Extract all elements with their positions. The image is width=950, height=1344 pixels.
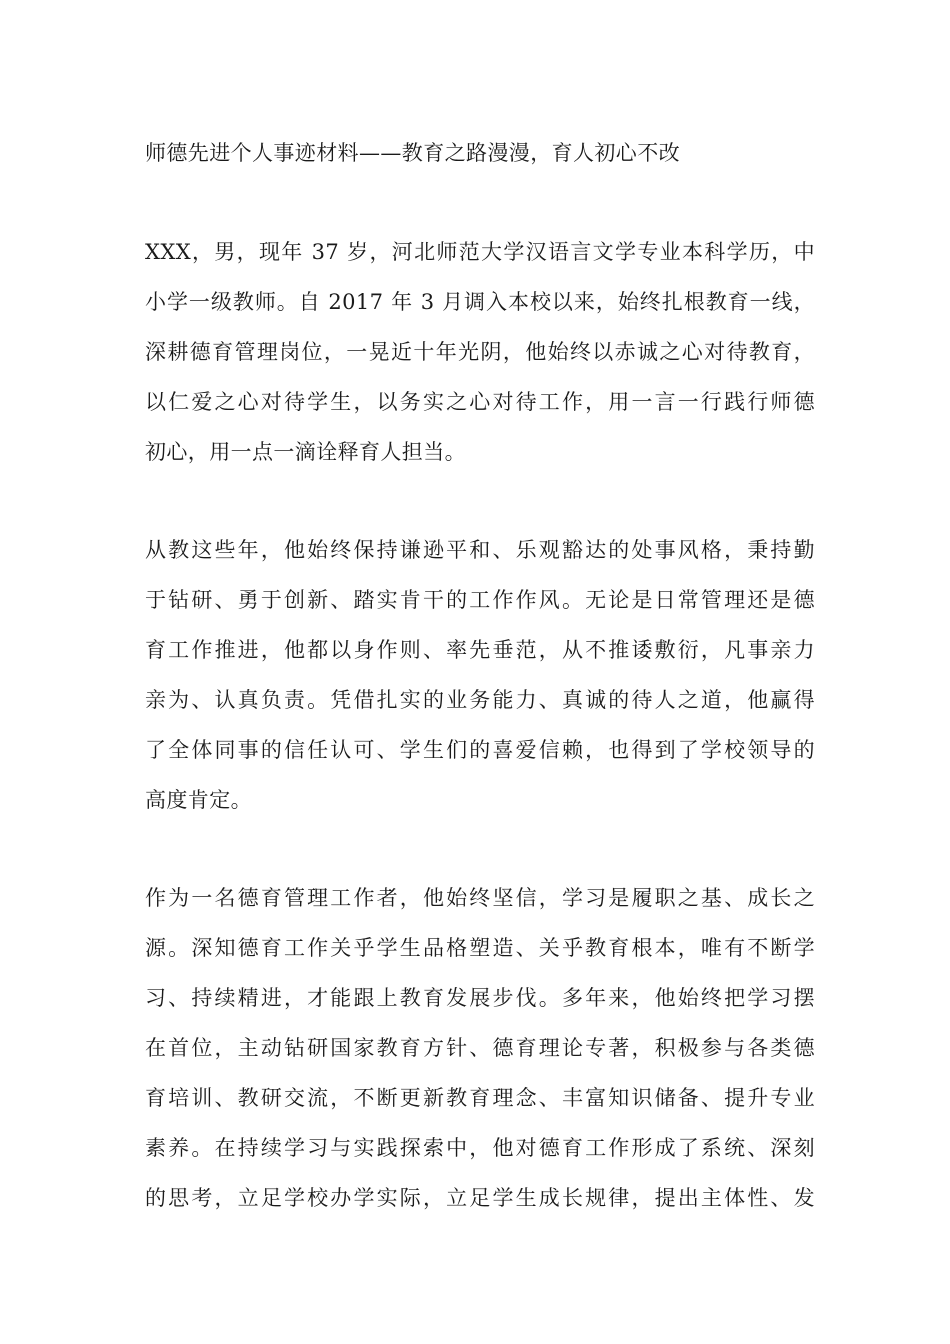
paragraph-line: 在首位，主动钻研国家教育方针、德育理论专著，积极参与各类德	[145, 1036, 815, 1060]
paragraph-line: 以仁爱之心对待学生，以务实之心对待工作，用一言一行践行师德	[145, 390, 815, 414]
paragraph-line: 的思考，立足学校办学实际，立足学生成长规律，提出主体性、发	[145, 1186, 815, 1210]
paragraph-line: 作为一名德育管理工作者，他始终坚信，学习是履职之基、成长之	[145, 886, 815, 910]
paragraph-line: 深耕德育管理岗位，一晃近十年光阴，他始终以赤诚之心对待教育，	[145, 340, 815, 364]
paragraph-2	[145, 525, 815, 825]
paragraph-line: 亲为、认真负责。凭借扎实的业务能力、真诚的待人之道，他赢得	[145, 688, 815, 712]
paragraph-1	[145, 227, 815, 477]
paragraph-line: 小学一级教师。自 2017 年 3 月调入本校以来，始终扎根教育一线，	[145, 290, 815, 314]
paragraph-line: 素养。在持续学习与实践探索中，他对德育工作形成了系统、深刻	[145, 1136, 815, 1160]
paragraph-line: 育培训、教研交流，不断更新教育理念、丰富知识储备、提升专业	[145, 1086, 815, 1110]
paragraph-line: 习、持续精进，才能跟上教育发展步伐。多年来，他始终把学习摆	[145, 986, 815, 1010]
paragraph-line: 初心，用一点一滴诠释育人担当。	[145, 440, 466, 464]
paragraph-line: 源。深知德育工作关乎学生品格塑造、关乎教育根本，唯有不断学	[145, 936, 815, 960]
paragraph-3	[145, 873, 815, 1223]
paragraph-line: 于钻研、勇于创新、踏实肯干的工作作风。无论是日常管理还是德	[145, 588, 815, 612]
paragraph-line: XXX，男，现年 37 岁，河北师范大学汉语言文学专业本科学历，中	[145, 240, 815, 264]
document-title: 师德先进个人事迹材料——教育之路漫漫，育人初心不改	[145, 141, 680, 165]
paragraph-line: 高度肯定。	[145, 788, 252, 812]
paragraph-line: 从教这些年，他始终保持谦逊平和、乐观豁达的处事风格，秉持勤	[145, 538, 815, 562]
paragraph-line: 育工作推进，他都以身作则、率先垂范，从不推诿敷衍，凡事亲力	[145, 638, 815, 662]
paragraph-line: 了全体同事的信任认可、学生们的喜爱信赖，也得到了学校领导的	[145, 738, 815, 762]
